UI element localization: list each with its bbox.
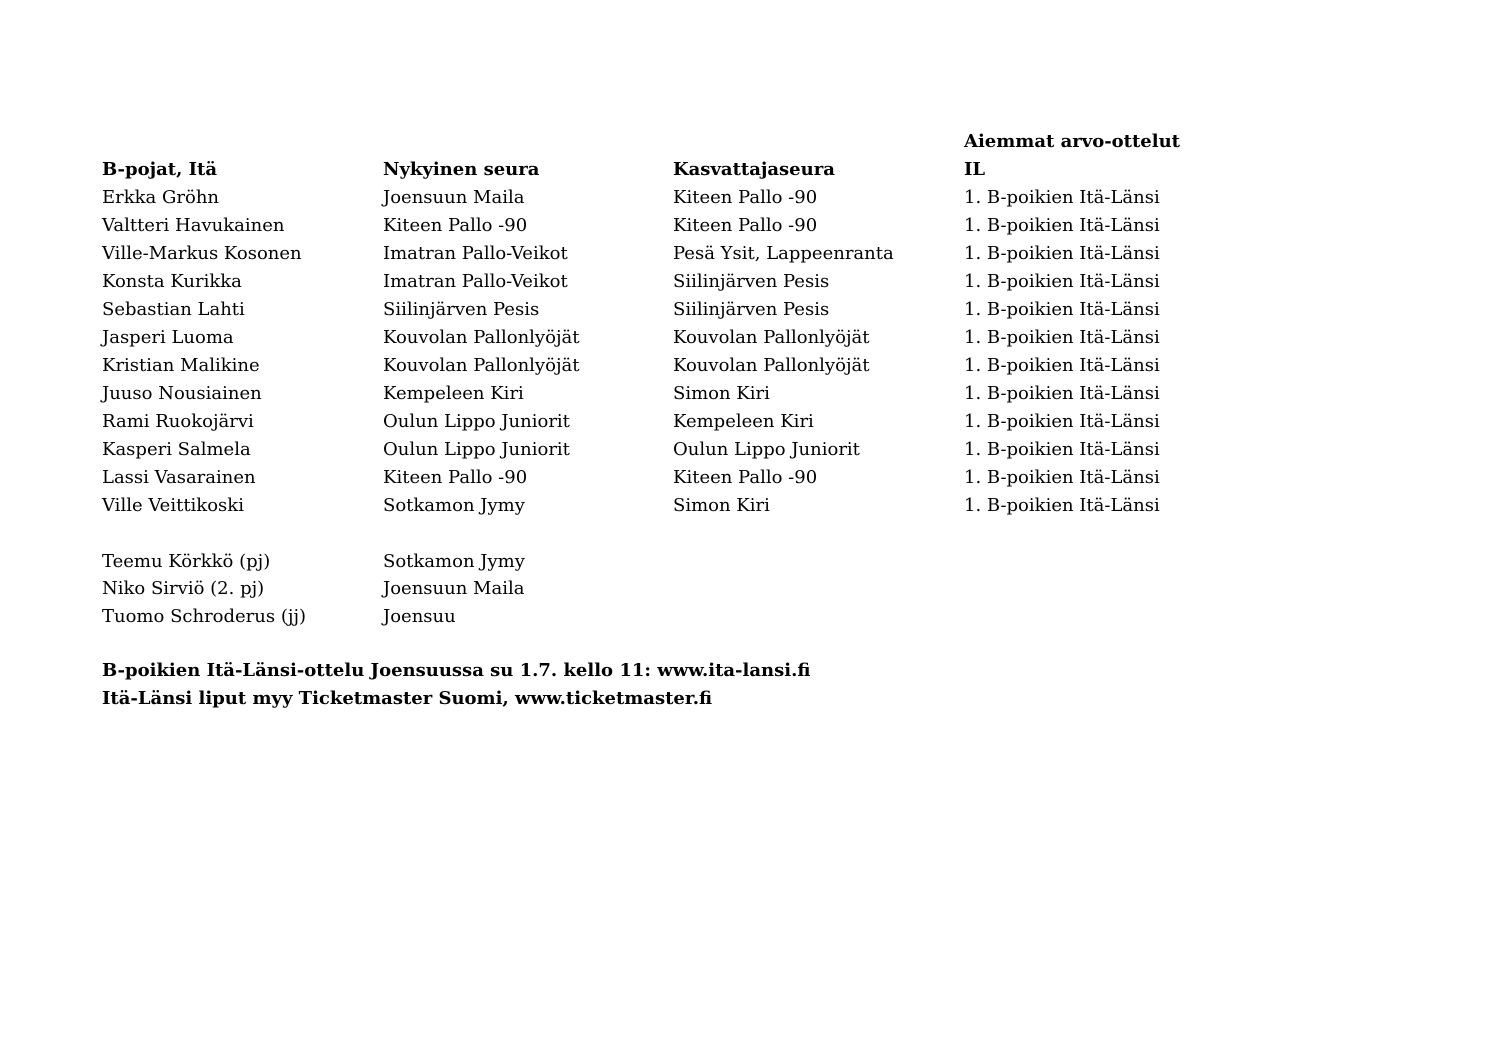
player-row <box>0 464 1496 492</box>
player-previous-matches: 1. B-poikien Itä-Länsi <box>964 271 1160 292</box>
player-origin-club: Pesä Ysit, Lappeenranta <box>673 243 894 264</box>
player-row <box>0 352 1496 380</box>
player-current-club: Kouvolan Pallonlyöjät <box>383 327 580 348</box>
staff-club: Joensuun Maila <box>383 578 525 599</box>
player-origin-club: Kiteen Pallo -90 <box>673 467 818 488</box>
player-row <box>0 212 1496 240</box>
header-players: B-pojat, Itä <box>102 159 218 180</box>
staff-row <box>0 575 1496 603</box>
player-origin-club: Kempeleen Kiri <box>673 411 814 432</box>
player-row <box>0 492 1496 520</box>
player-name: Konsta Kurikka <box>102 271 242 292</box>
header-previous-matches: Aiemmat arvo-ottelut <box>964 131 1180 152</box>
player-current-club: Imatran Pallo-Veikot <box>383 271 568 292</box>
player-name: Kasperi Salmela <box>102 439 251 460</box>
player-previous-matches: 1. B-poikien Itä-Länsi <box>964 355 1160 376</box>
player-row <box>0 436 1496 464</box>
event-info-line: B-poikien Itä-Länsi-ottelu Joensuussa su 1.7. kello 11: www.ita-lansi.fi <box>102 660 811 681</box>
player-row <box>0 268 1496 296</box>
player-previous-matches: 1. B-poikien Itä-Länsi <box>964 411 1160 432</box>
staff-row <box>0 548 1496 576</box>
player-origin-club: Kiteen Pallo -90 <box>673 215 818 236</box>
player-name: Valtteri Havukainen <box>102 215 285 236</box>
player-row <box>0 324 1496 352</box>
player-previous-matches: 1. B-poikien Itä-Länsi <box>964 467 1160 488</box>
player-name: Kristian Malikine <box>102 355 260 376</box>
player-current-club: Joensuun Maila <box>383 187 525 208</box>
staff-row <box>0 603 1496 631</box>
player-current-club: Imatran Pallo-Veikot <box>383 243 568 264</box>
player-origin-club: Siilinjärven Pesis <box>673 271 830 292</box>
player-origin-club: Kouvolan Pallonlyöjät <box>673 327 870 348</box>
header-origin-club: Kasvattajaseura <box>673 159 835 180</box>
player-current-club: Siilinjärven Pesis <box>383 299 540 320</box>
player-origin-club: Siilinjärven Pesis <box>673 299 830 320</box>
player-row <box>0 184 1496 212</box>
player-name: Ville Veittikoski <box>102 495 244 516</box>
player-current-club: Kouvolan Pallonlyöjät <box>383 355 580 376</box>
staff-name: Tuomo Schroderus (jj) <box>102 606 307 627</box>
player-name: Sebastian Lahti <box>102 299 245 320</box>
player-origin-club: Oulun Lippo Juniorit <box>673 439 860 460</box>
player-previous-matches: 1. B-poikien Itä-Länsi <box>964 439 1160 460</box>
staff-name: Teemu Körkkö (pj) <box>102 551 271 572</box>
player-name: Lassi Vasarainen <box>102 467 256 488</box>
player-previous-matches: 1. B-poikien Itä-Länsi <box>964 215 1160 236</box>
player-current-club: Oulun Lippo Juniorit <box>383 411 570 432</box>
player-current-club: Kiteen Pallo -90 <box>383 215 528 236</box>
staff-club: Joensuu <box>383 606 456 627</box>
player-current-club: Kiteen Pallo -90 <box>383 467 528 488</box>
header-row-top <box>0 128 1496 156</box>
player-previous-matches: 1. B-poikien Itä-Länsi <box>964 187 1160 208</box>
player-row <box>0 296 1496 324</box>
staff-name: Niko Sirviö (2. pj) <box>102 578 265 599</box>
player-name: Juuso Nousiainen <box>102 383 262 404</box>
player-name: Rami Ruokojärvi <box>102 411 254 432</box>
player-previous-matches: 1. B-poikien Itä-Länsi <box>964 299 1160 320</box>
ticket-info-line: Itä-Länsi liput myy Ticketmaster Suomi, www.ticketmaster.fi <box>102 688 713 709</box>
player-origin-club: Simon Kiri <box>673 383 770 404</box>
player-name: Jasperi Luoma <box>102 327 234 348</box>
player-current-club: Kempeleen Kiri <box>383 383 524 404</box>
player-previous-matches: 1. B-poikien Itä-Länsi <box>964 243 1160 264</box>
player-previous-matches: 1. B-poikien Itä-Länsi <box>964 327 1160 348</box>
player-origin-club: Kouvolan Pallonlyöjät <box>673 355 870 376</box>
player-row <box>0 240 1496 268</box>
header-previous-matches-suffix: IL <box>964 159 986 180</box>
player-previous-matches: 1. B-poikien Itä-Länsi <box>964 383 1160 404</box>
player-row <box>0 408 1496 436</box>
player-current-club: Oulun Lippo Juniorit <box>383 439 570 460</box>
player-row <box>0 380 1496 408</box>
header-row <box>0 156 1496 184</box>
player-origin-club: Simon Kiri <box>673 495 770 516</box>
player-name: Erkka Gröhn <box>102 187 220 208</box>
header-current-club: Nykyinen seura <box>383 159 540 180</box>
player-previous-matches: 1. B-poikien Itä-Länsi <box>964 495 1160 516</box>
player-current-club: Sotkamon Jymy <box>383 495 525 516</box>
player-name: Ville-Markus Kosonen <box>102 243 302 264</box>
staff-club: Sotkamon Jymy <box>383 551 525 572</box>
player-origin-club: Kiteen Pallo -90 <box>673 187 818 208</box>
